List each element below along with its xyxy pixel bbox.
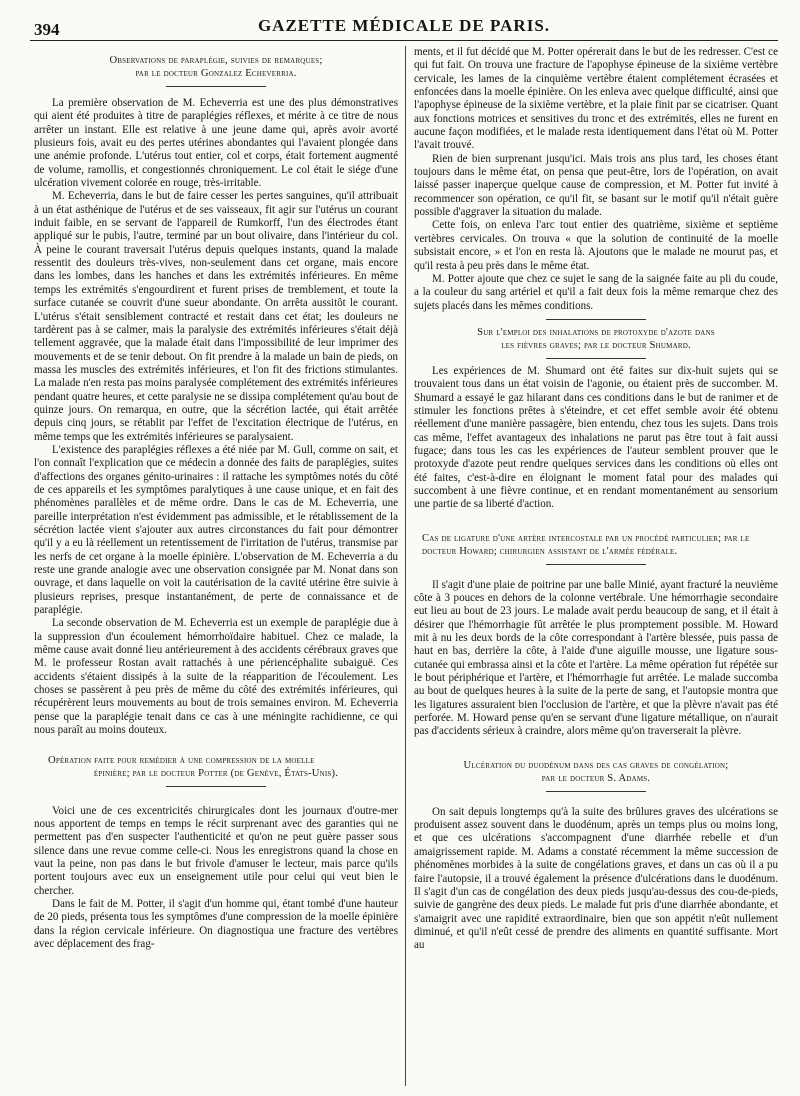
- title-rule: [166, 86, 266, 87]
- paragraph: La seconde observation de M. Echeverria est un exemple de paraplégie due à la suppression d'un écoulement hémorrhoïdaire habituel. Chez ce malade, la même cause avait donné lieu antérieurement à des accidents cérébraux graves que M. le professeur Rostan avait rattachés à une périencéphalite subaiguë. Ces accidents s'étaient dissipés à la suite de la réapparition de l'écoulement. Les choses se passèrent à peu près de même du côté des extrémités inférieures, qui récupérèrent leurs mouvements au bout de trois semaines environ. M. Echeverria pense que la paraplégie tenait dans ce cas à une méningite rachidienne, ce qui nous paraît au moins douteux.: [34, 617, 398, 737]
- title-rule: [546, 791, 646, 792]
- paragraph: Cette fois, on enleva l'arc tout entier des quatrième, sixième et septième vertèbres cervicales. On trouva « que la solution de continuité de la moelle subsistait encore, » et l'on en resta là. Ajoutons que le malade ne mourut pas, et qu'il resta à peu près dans le même état.: [414, 219, 778, 272]
- paragraph: M. Echeverria, dans le but de faire cesser les pertes sanguines, qu'il attribuait à un état asthénique de l'utérus et de ses vaisseaux, fit agir sur l'utérus un courant induit faible, en se servant de l'appareil de Rumkorff, l'un des électrodes étant appliqué sur le pubis, l'autre, terminé par un bout olivaire, dans l'intérieur du col. À peine le courant traversait l'utérus depuis quelques instants, quand la malade ressentit des douleurs très-vives, non-seulement dans cet organe, mais encore dans les lombes, dans les hanches et dans les extrémités inférieures. En même temps les extrémités s'engourdirent et furent prises de tremblement, et toute la surface cutanée se couvrit d'une sueur abondante. On arrêta aussitôt le courant. L'utérus s'était sensiblement contracté et restait dans cet état; les douleurs ne tardèrent pas à se calmer, mais la paralysie des extrémités inférieures s'était déjà tellement aggravée, que la malade était dans l'impossibilité de leur imprimer des mouvements et de se tenir debout. On fit prendre à la malade un bain de pieds, on massa les muscles des extrémités inférieures, et l'on fit des frictions stimulantes. La malade n'en resta pas moins paralysée complétement des extrémités inférieures pendant quatre heures, et cette paralysie ne se dissipa complétement qu'au bout de quinze jours. On remarqua, en outre, que la sécrétion lactée, qui était arrêtée depuis cinq jours, se rétablit par l'effet de l'excitation électrique de l'utérus, en même temps que les extrémités inférieures se paralysaient.: [34, 190, 398, 443]
- title-rule: [166, 786, 266, 787]
- article-title: Sur l'emploi des inhalations de protoxyde d'azote dans: [477, 326, 715, 338]
- article-author: les fièvres graves; par le docteur Shumard.: [501, 339, 691, 351]
- article-author: épinière; par le docteur Potter (de Genève, États-Unis).: [93, 767, 339, 779]
- left-column: [34, 46, 398, 1090]
- right-column: [414, 46, 778, 1090]
- paragraph: Rien de bien surprenant jusqu'ici. Mais trois ans plus tard, les choses étant toujours dans le même état, on pensa que peut-être, lors de l'opération, on avait laissé passer inaperçue quelque cause de compression, et M. Potter fut invité à recommencer son opération, ce qu'il fit, se basant sur le motif qu'il n'était guère possible d'aggraver la situation du malade.: [414, 152, 778, 219]
- column-divider: [405, 46, 406, 1086]
- title-rule: [546, 564, 646, 565]
- article-title: Cas de ligature d'une artère intercostale par un procédé particulier; par le docteur Howard; chirurgien assistant de l'armée fédérale.: [422, 532, 750, 557]
- paragraph: L'existence des paraplégies réflexes a été niée par M. Gull, comme on sait, et l'on connaît l'explication que ce médecin a donnée des faits de paraplégies, suites d'affections des organes génito-urinaires : il rattache les symptômes notés du côté de ces appareils et les symptômes paralytiques à une cause unique, et en fait des phénomènes parallèles et de même ordre. Dans le cas de M. Echeverria, une pareille interprétation n'est évidemment pas admissible, et le rétablissement de la sécrétion lactée vient s'ajouter aux autres circonstances du fait pour démontrer qu'il y a eu là réellement un retentissement de l'irritation de l'utérus, transmise par les nerfs de cet organe à la moelle épinière. L'observation de M. Echeverria a du reste une grande analogie avec une observation consignée par M. Nonat dans son ouvrage, et dans laquelle on voit la cautérisation de la cavité utérine être suivie à plusieurs reprises, presque instantanément, de perte de connaissance et de paraplégie.: [34, 443, 398, 617]
- page-number: 394: [34, 20, 60, 39]
- article-title: Opération faite pour remédier à une compression de la moelle: [48, 754, 315, 766]
- article-title: Observations de paraplégie, suivies de remarques;: [109, 55, 323, 66]
- paragraph: Dans le fait de M. Potter, il s'agit d'un homme qui, étant tombé d'une hauteur de 20 pieds, présenta tous les symptômes d'une compression de la moelle épinière dans la région cervicale inférieure. On diagnostiqua une fracture des vertèbres avec déplacement des frag-: [34, 897, 398, 950]
- article-author: par le docteur S. Adams.: [541, 772, 651, 784]
- paragraph: Il s'agit d'une plaie de poitrine par une balle Minié, ayant fracturé la neuvième côte à 3 pouces en dehors de la colonne vertébrale. Une hémorrhagie secondaire eut lieu au bout de 23 jours. Le malade avait perdu beaucoup de sang, et il était à désirer que l'hémorrhagie fût arrêtée le plus promptement possible. M. Howard mit à nu les deux bords de la côte correspondant à l'artère blessée, puis passa de haut en bas, derrière la côte, à l'aide d'une aiguille mousse, une ligature sous-cutanée qui embrassa ainsi et la côte et l'artère. La même opération fut répétée sur le bout périphérique et l'artère, et l'hémorrhagie fut arrêtée. Le malade succomba au bout de quelques heures à la suite de la perte de sang, et l'autopsie montra que les ligatures assuraient bien l'occlusion de l'artère, et que la plèvre n'avait pas été perforée. M. Howard pense qu'en se servant d'une ligature métallique, on n'aurait pas d'accidents sérieux à craindre, alors même qu'on traverserait la plèvre.: [414, 578, 778, 738]
- title-rule: [546, 358, 646, 359]
- paragraph: ments, et il fut décidé que M. Potter opérerait dans le but de les redresser. C'est ce qui fut fait. On trouva une fracture de l'apophyse épineuse de la sixième vertèbre cervicale, les lames de la cinquième vertèbre étaient complétement écrasées et enfoncées dans la moelle épinière. On les enleva avec quelque difficulté, ainsi que l'apophyse épineuse de la sixième vertèbre, et la plaie finit par se cicatriser. Quant aux fonctions motrices et sensitives du tronc et des extrémités, elles ne furent en aucune façon modifiées, et le malade resta identiquement dans l'état où M. Potter l'avait trouvé.: [414, 46, 778, 152]
- paragraph: On sait depuis longtemps qu'à la suite des brûlures graves des ulcérations se produisent assez souvent dans le duodénum, après un temps plus ou moins long, et que ces ulcérations s'accompagnent d'une diarrhée rebelle et d'un amaigrissement rapide. M. Adams a constaté récemment la même succession de phénomènes morbides à la suite de congélations graves, et dans un cas où il a pu faire l'autopsie, il a trouvé également la présence d'ulcérations dans le duodénum. Il s'agit d'un cas de congélation des deux pieds jusqu'au-dessus des cou-de-pieds, suivie de gangrène des deux pieds. Le malade fut pris d'une diarrhée abondante, et s'amaigrit avec une rapidité extraordinaire, bien que son appétit n'eût nullement diminué, et qu'il n'eût cessé de prendre des aliments en quantité suffisante. Mort au: [414, 805, 778, 952]
- article-title: Ulcération du duodénum dans des cas graves de congélation;: [463, 759, 729, 771]
- running-title: GAZETTE MÉDICALE DE PARIS.: [257, 16, 551, 35]
- page-header: [30, 14, 778, 41]
- paragraph: La première observation de M. Echeverria est une des plus démonstratives qui aient été produites à titre de paraplégies réflexes, et mérite à ce titre de nous arrêter un instant. Elle est relative à une jeune dame qui, après avoir avorté plusieurs fois, avait eu des pertes utérines abondantes qui l'avaient plongée dans une anémie profonde. L'utérus tout entier, col et corps, était fortement augmenté de volume, ramollis, et congestionnés chroniquement. Le col était le siége d'une ulcération vivement colorée en rouge, très-irritable.: [34, 97, 398, 190]
- article-author: par le docteur Gonzalez Echeverria.: [135, 68, 297, 79]
- paragraph: Les expériences de M. Shumard ont été faites sur dix-huit sujets qui se trouvaient tous dans un état voisin de l'agonie, ou étaient près de succomber. M. Shumard a essayé le gaz hilarant dans ces conditions dans le but de ranimer et de stimuler les fonctions prêtes à s'éteindre, et cet effet semble avoir été obtenu réellement d'une manière passagère, bien entendu, chez tous les sujets. Dans trois cas même, l'effet avantageux des inhalations ne parut pas être tout à fait aussi fugace; dans tous les cas les expériences de l'auteur semblent prouver que le protoxyde d'azote peut rendre quelques services dans les conditions où elles ont été faites, c'est-à-dire en éloignant le moment fatal pour des malades qui succombent à une fièvre continue, et en rendant momentanément au sensorium une partie de sa liberté d'action.: [414, 364, 778, 511]
- paragraph: M. Potter ajoute que chez ce sujet le sang de la saignée faite au pli du coude, a la couleur du sang artériel et qu'il a fait deux fois la même remarque chez des sujets placés dans les mêmes conditions.: [414, 272, 778, 312]
- section-rule: [546, 319, 646, 320]
- paragraph: Voici une de ces excentricités chirurgicales dont les journaux d'outre-mer nous apportent de temps en temps le récit surprenant avec des garanties qui ne permettent pas d'en suspecter l'authenticité et qu'on ne peut guère passer sous silence dans une revue comme celle-ci. Nous les enregistrons quand la chose en vaut la peine, non pas dans le but frivole d'amuser le lecteur, mais parce qu'ils portent toujours avec eux un enseignement utile pour celui qui veut bien le chercher.: [34, 804, 398, 897]
